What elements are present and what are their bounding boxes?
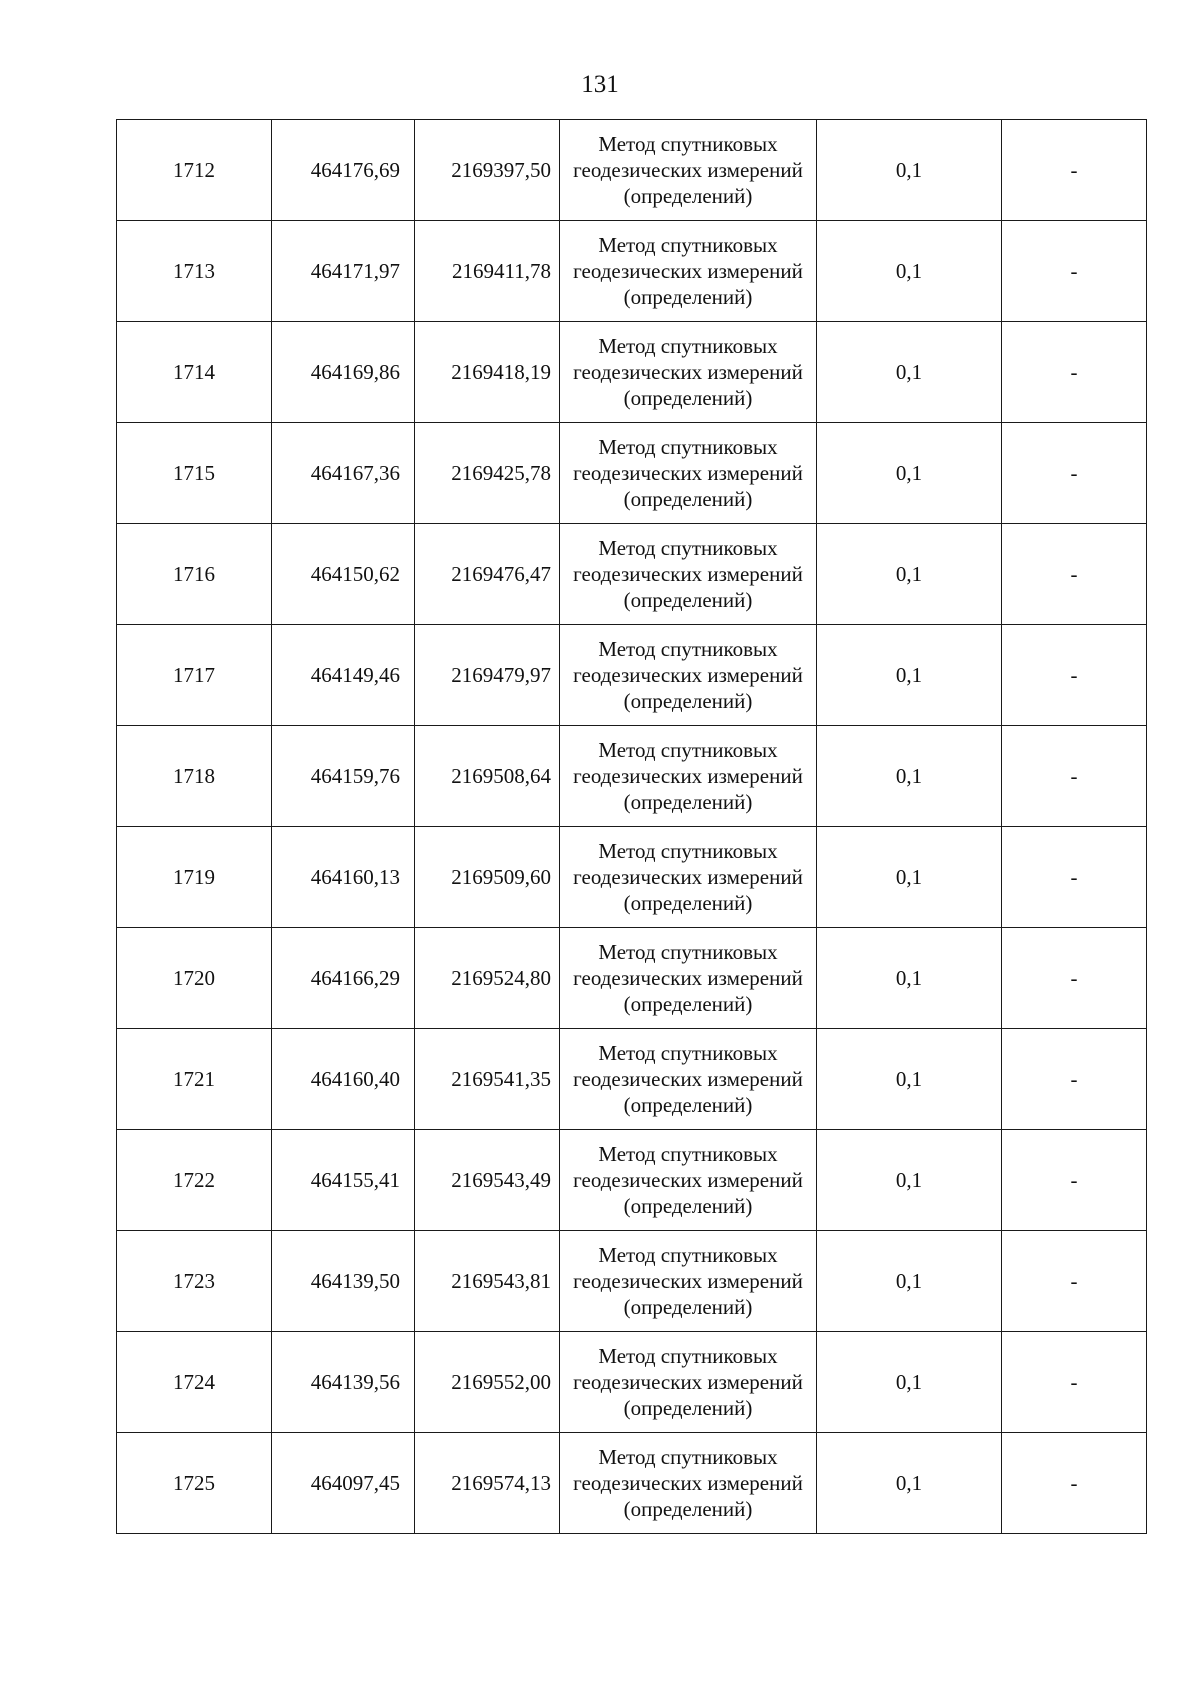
y-coordinate-cell: 2169476,47	[415, 524, 560, 625]
method-cell	[560, 524, 817, 625]
method-line: Метод спутниковых	[598, 637, 778, 661]
accuracy-cell: 0,1	[817, 322, 1002, 423]
point-number-cell: 1721	[117, 1029, 272, 1130]
x-coordinate-cell: 464160,13	[272, 827, 415, 928]
y-coordinate-cell: 2169425,78	[415, 423, 560, 524]
method-line: геодезических измерений	[573, 1370, 803, 1394]
point-number-cell: 1723	[117, 1231, 272, 1332]
method-line: Метод спутниковых	[598, 1243, 778, 1267]
x-coordinate-cell: 464097,45	[272, 1433, 415, 1534]
point-number-cell: 1722	[117, 1130, 272, 1231]
point-number-cell: 1715	[117, 423, 272, 524]
table-row	[117, 1029, 1147, 1130]
method-line: Метод спутниковых	[598, 1445, 778, 1469]
method-line: (определений)	[623, 689, 753, 713]
method-line: (определений)	[623, 1194, 753, 1218]
method-line: (определений)	[623, 1093, 753, 1117]
table-row	[117, 120, 1147, 221]
method-line: Метод спутниковых	[598, 334, 778, 358]
coordinates-table	[116, 119, 1147, 1534]
x-coordinate-cell: 464169,86	[272, 322, 415, 423]
point-number-cell: 1714	[117, 322, 272, 423]
y-coordinate-cell: 2169411,78	[415, 221, 560, 322]
method-line: (определений)	[623, 588, 753, 612]
description-cell: -	[1002, 625, 1147, 726]
x-coordinate-cell: 464167,36	[272, 423, 415, 524]
description-cell: -	[1002, 120, 1147, 221]
accuracy-cell: 0,1	[817, 120, 1002, 221]
table-row	[117, 726, 1147, 827]
method-line: Метод спутниковых	[598, 738, 778, 762]
accuracy-cell: 0,1	[817, 726, 1002, 827]
table-row	[117, 1433, 1147, 1534]
method-line: геодезических измерений	[573, 461, 803, 485]
accuracy-cell: 0,1	[817, 1029, 1002, 1130]
accuracy-cell: 0,1	[817, 221, 1002, 322]
x-coordinate-cell: 464159,76	[272, 726, 415, 827]
method-line: Метод спутниковых	[598, 1041, 778, 1065]
method-cell	[560, 827, 817, 928]
point-number-cell: 1720	[117, 928, 272, 1029]
method-cell	[560, 1029, 817, 1130]
method-line: Метод спутниковых	[598, 132, 778, 156]
table-body	[117, 120, 1147, 1534]
x-coordinate-cell: 464176,69	[272, 120, 415, 221]
method-line: (определений)	[623, 386, 753, 410]
method-line: (определений)	[623, 184, 753, 208]
accuracy-cell: 0,1	[817, 827, 1002, 928]
page-number: 131	[581, 71, 619, 98]
point-number-cell: 1713	[117, 221, 272, 322]
x-coordinate-cell: 464166,29	[272, 928, 415, 1029]
accuracy-cell: 0,1	[817, 928, 1002, 1029]
description-cell: -	[1002, 1332, 1147, 1433]
point-number-cell: 1725	[117, 1433, 272, 1534]
method-line: геодезических измерений	[573, 360, 803, 384]
y-coordinate-cell: 2169541,35	[415, 1029, 560, 1130]
accuracy-cell: 0,1	[817, 423, 1002, 524]
method-line: геодезических измерений	[573, 966, 803, 990]
method-line: (определений)	[623, 790, 753, 814]
method-line: геодезических измерений	[573, 1471, 803, 1495]
table-row	[117, 1332, 1147, 1433]
table-row	[117, 1130, 1147, 1231]
description-cell: -	[1002, 322, 1147, 423]
method-line: (определений)	[623, 487, 753, 511]
method-line: (определений)	[623, 285, 753, 309]
table-row	[117, 1231, 1147, 1332]
y-coordinate-cell: 2169524,80	[415, 928, 560, 1029]
method-cell	[560, 1231, 817, 1332]
y-coordinate-cell: 2169508,64	[415, 726, 560, 827]
y-coordinate-cell: 2169418,19	[415, 322, 560, 423]
accuracy-cell: 0,1	[817, 1332, 1002, 1433]
x-coordinate-cell: 464150,62	[272, 524, 415, 625]
method-line: геодезических измерений	[573, 1168, 803, 1192]
method-cell	[560, 1433, 817, 1534]
point-number-cell: 1717	[117, 625, 272, 726]
method-line: Метод спутниковых	[598, 1344, 778, 1368]
method-line: Метод спутниковых	[598, 435, 778, 459]
description-cell: -	[1002, 1029, 1147, 1130]
method-cell	[560, 1332, 817, 1433]
description-cell: -	[1002, 423, 1147, 524]
table-row	[117, 928, 1147, 1029]
x-coordinate-cell: 464149,46	[272, 625, 415, 726]
method-line: (определений)	[623, 1497, 753, 1521]
method-line: Метод спутниковых	[598, 1142, 778, 1166]
description-cell: -	[1002, 1433, 1147, 1534]
method-line: (определений)	[623, 891, 753, 915]
description-cell: -	[1002, 928, 1147, 1029]
table-row	[117, 625, 1147, 726]
point-number-cell: 1716	[117, 524, 272, 625]
y-coordinate-cell: 2169509,60	[415, 827, 560, 928]
x-coordinate-cell: 464160,40	[272, 1029, 415, 1130]
method-line: Метод спутниковых	[598, 536, 778, 560]
description-cell: -	[1002, 221, 1147, 322]
x-coordinate-cell: 464155,41	[272, 1130, 415, 1231]
method-cell	[560, 1130, 817, 1231]
method-line: геодезических измерений	[573, 663, 803, 687]
y-coordinate-cell: 2169397,50	[415, 120, 560, 221]
description-cell: -	[1002, 1130, 1147, 1231]
method-line: Метод спутниковых	[598, 839, 778, 863]
description-cell: -	[1002, 1231, 1147, 1332]
method-cell	[560, 423, 817, 524]
method-line: Метод спутниковых	[598, 233, 778, 257]
x-coordinate-cell: 464139,50	[272, 1231, 415, 1332]
y-coordinate-cell: 2169543,49	[415, 1130, 560, 1231]
method-cell	[560, 726, 817, 827]
method-cell	[560, 928, 817, 1029]
method-line: геодезических измерений	[573, 158, 803, 182]
method-line: геодезических измерений	[573, 1269, 803, 1293]
table-row	[117, 524, 1147, 625]
x-coordinate-cell: 464171,97	[272, 221, 415, 322]
point-number-cell: 1712	[117, 120, 272, 221]
method-line: (определений)	[623, 992, 753, 1016]
point-number-cell: 1718	[117, 726, 272, 827]
table-row	[117, 221, 1147, 322]
method-line: геодезических измерений	[573, 259, 803, 283]
y-coordinate-cell: 2169552,00	[415, 1332, 560, 1433]
accuracy-cell: 0,1	[817, 524, 1002, 625]
method-line: Метод спутниковых	[598, 940, 778, 964]
x-coordinate-cell: 464139,56	[272, 1332, 415, 1433]
description-cell: -	[1002, 524, 1147, 625]
table-row	[117, 423, 1147, 524]
table-row	[117, 827, 1147, 928]
accuracy-cell: 0,1	[817, 1433, 1002, 1534]
y-coordinate-cell: 2169479,97	[415, 625, 560, 726]
method-line: (определений)	[623, 1295, 753, 1319]
point-number-cell: 1719	[117, 827, 272, 928]
method-line: геодезических измерений	[573, 1067, 803, 1091]
y-coordinate-cell: 2169574,13	[415, 1433, 560, 1534]
description-cell: -	[1002, 827, 1147, 928]
method-cell	[560, 322, 817, 423]
method-cell	[560, 625, 817, 726]
accuracy-cell: 0,1	[817, 625, 1002, 726]
method-line: геодезических измерений	[573, 865, 803, 889]
method-line: (определений)	[623, 1396, 753, 1420]
description-cell: -	[1002, 726, 1147, 827]
method-line: геодезических измерений	[573, 764, 803, 788]
table-row	[117, 322, 1147, 423]
accuracy-cell: 0,1	[817, 1231, 1002, 1332]
method-cell	[560, 221, 817, 322]
y-coordinate-cell: 2169543,81	[415, 1231, 560, 1332]
method-line: геодезических измерений	[573, 562, 803, 586]
point-number-cell: 1724	[117, 1332, 272, 1433]
accuracy-cell: 0,1	[817, 1130, 1002, 1231]
method-cell	[560, 120, 817, 221]
